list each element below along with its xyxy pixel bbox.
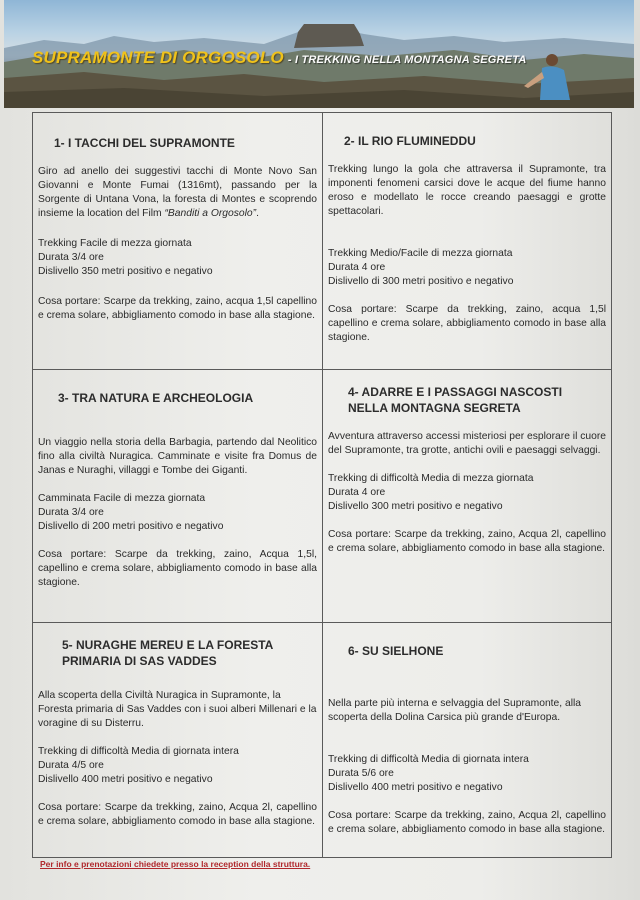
trek-card-level: Trekking di difficoltà Media di mezza giornata	[328, 473, 534, 484]
trek-card-1	[33, 113, 323, 370]
trek-card-description: Un viaggio nella storia della Barbagia, partendo dal Neolitico fino alla civiltà Nuragica. Camminate e visite fra Domus de Janas e Nuraghi, villaggi e Tombe dei Giganti.	[38, 437, 317, 476]
trek-card-elevation: Dislivello 400 metri positivo e negativo	[328, 782, 503, 793]
trek-card-2	[323, 113, 611, 370]
trek-card-bring: Cosa portare: Scarpe da trekking, zaino, Acqua 2l, capellino e crema solare, abbigliamento comodo in base alla stagione.	[38, 802, 317, 827]
trek-grid	[32, 112, 612, 858]
film-title: “Banditi a Orgosolo”	[164, 208, 257, 219]
trek-card-3	[33, 370, 323, 623]
trek-card-elevation: Dislivello 350 metri positivo e negativo	[38, 266, 213, 277]
trek-card-heading: 4- ADARRE E I PASSAGGI NASCOSTI NELLA MONTAGNA SEGRETA	[348, 385, 563, 415]
trek-card-6	[323, 623, 611, 857]
trek-card-duration: Durata 4/5 ore	[38, 760, 104, 771]
trek-card-heading: 2- IL RIO FLUMINEDDU	[344, 134, 476, 148]
trek-card-elevation: Dislivello di 300 metri positivo e negativo	[328, 276, 514, 287]
trek-card-duration: Durata 3/4 ore	[38, 252, 104, 263]
trek-card-level: Trekking Medio/Facile di mezza giornata	[328, 248, 513, 259]
trek-card-description: Nella parte più interna e selvaggia del Supramonte, alla scoperta della Dolina Carsica più grande d'Europa.	[328, 698, 582, 723]
banner-title: SUPRAMONTE DI ORGOSOLO - I TREKKING NELLA MONTAGNA SEGRETA	[32, 48, 527, 67]
trek-card-description: Alla scoperta della Civiltà Nuragica in Supramonte, la Foresta primaria di Sas Vaddes con i suoi alberi Millenari e la voragine di su Disterru.	[38, 690, 317, 729]
header-banner	[4, 0, 634, 108]
trek-card-bring: Cosa portare: Scarpe da trekking, zaino, acqua 1,5l capellino e crema solare, abbigliamento comodo in base alla stagione.	[328, 304, 606, 343]
trek-card-elevation: Dislivello di 200 metri positivo e negativo	[38, 521, 224, 532]
trek-card-heading: 1- I TACCHI DEL SUPRAMONTE	[54, 136, 235, 150]
trek-card-duration: Durata 3/4 ore	[38, 507, 104, 518]
trek-card-heading: 5- NURAGHE MEREU E LA FORESTA PRIMARIA DI SAS VADDES	[62, 638, 273, 668]
trek-card-level: Trekking di difficoltà Media di giornata intera	[38, 746, 239, 757]
trek-card-description: Trekking lungo la gola che attraversa il Supramonte, tra imponenti fenomeni carsici dove le acque del fiume hanno eroso e modellato le rocce creando paesaggi e grotte spettacolari.	[328, 164, 606, 217]
trek-card-duration: Durata 4 ore	[328, 262, 386, 273]
trek-card-duration: Durata 4 ore	[328, 487, 386, 498]
trek-card-heading: 6- SU SIELHONE	[348, 644, 444, 658]
trek-card-level: Camminata Facile di mezza giornata	[38, 493, 206, 504]
trek-card-4	[323, 370, 611, 623]
trek-card-description: Giro ad anello dei suggestivi tacchi di Monte Novo San Giovanni e Monte Fumai (1316mt), passando per la Sorgente di Untana Vona, la foresta di Montes e scoprendo insieme la location del Film “Banditi a Orgosolo”.	[38, 166, 317, 219]
trek-card-5	[33, 623, 323, 857]
trek-card-heading: 3- TRA NATURA E ARCHEOLOGIA	[58, 391, 254, 405]
trek-card-bring: Cosa portare: Scarpe da trekking, zaino, Acqua 1,5l, capellino e crema solare, abbigliamento comodo in base alla stagione.	[38, 549, 317, 588]
trek-card-bring: Cosa portare: Scarpe da trekking, zaino, Acqua 2l, capellino e crema solare, abbigliamento comodo in base alla stagione.	[328, 529, 606, 554]
trek-card-elevation: Dislivello 300 metri positivo e negativo	[328, 501, 503, 512]
footer-note: Per info e prenotazioni chiedete presso la reception della struttura.	[40, 859, 311, 869]
trek-card-elevation: Dislivello 400 metri positivo e negativo	[38, 774, 213, 785]
trek-card-bring: Cosa portare: Scarpe da trekking, zaino, Acqua 2l, capellino e crema solare, abbigliamento comodo in base alla stagione.	[328, 810, 606, 835]
trek-card-bring: Cosa portare: Scarpe da trekking, zaino, acqua 1,5l capellino e crema solare, abbigliamento comodo in base alla stagione.	[38, 296, 317, 321]
trek-card-level: Trekking Facile di mezza giornata	[38, 238, 192, 249]
trek-card-description: Avventura attraverso accessi misteriosi per esplorare il cuore del Supramonte, tra grotte, antichi ovili e paesaggi selvaggi.	[328, 431, 606, 456]
trek-card-level: Trekking di difficoltà Media di giornata intera	[328, 754, 529, 765]
trek-card-duration: Durata 5/6 ore	[328, 768, 394, 779]
banner-subtitle: - I TREKKING NELLA MONTAGNA SEGRETA	[287, 54, 527, 66]
